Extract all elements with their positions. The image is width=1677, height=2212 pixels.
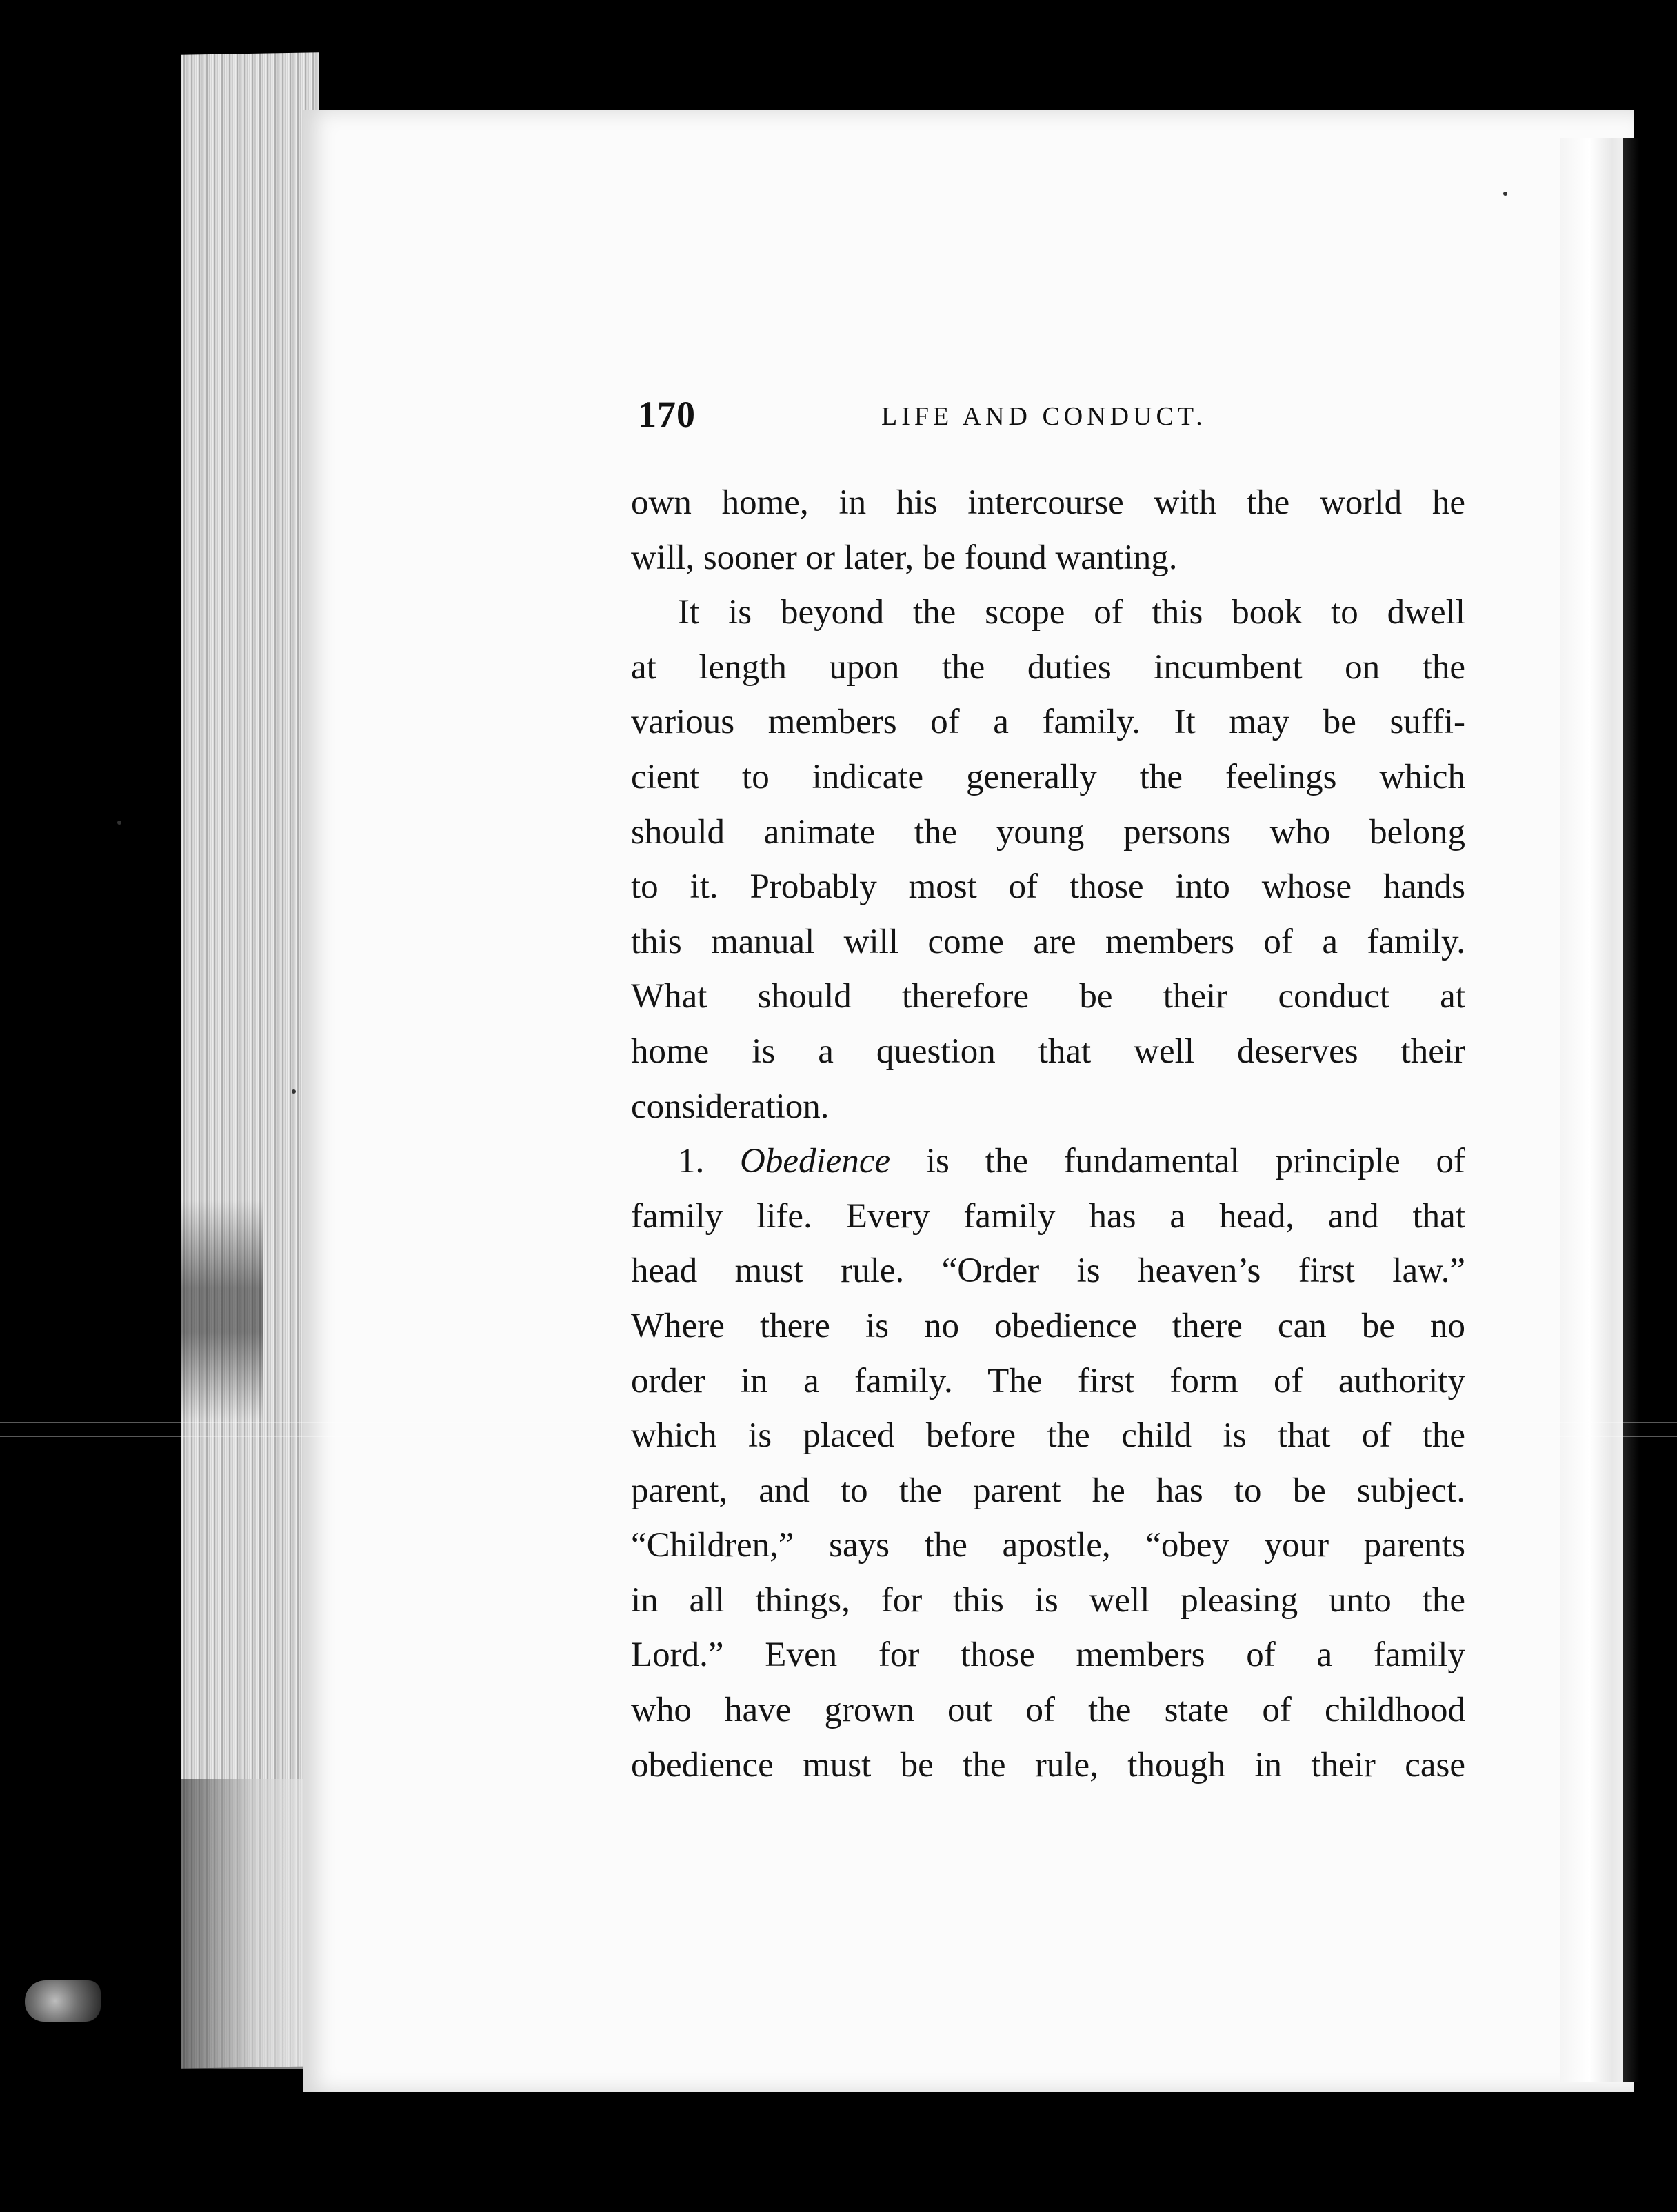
text-line: Where there is no obedience there can be no <box>631 1306 1465 1345</box>
page-edge-bottom-shadow <box>181 1779 319 2069</box>
text-line: who have grown out of the state of childhood <box>631 1691 1465 1730</box>
text-line: consideration. <box>631 1087 830 1126</box>
page-edge-shadow <box>181 1200 263 1420</box>
text-line: various members of a family. It may be suffi- <box>631 703 1465 742</box>
body-text <box>631 476 1465 1793</box>
text-line: which is placed before the child is that of the <box>631 1416 1465 1456</box>
text-line: own home, in his intercourse with the world he <box>631 483 1465 522</box>
page-number: 170 <box>638 394 696 435</box>
text-line: in all things, for this is well pleasing unto the <box>631 1580 1465 1620</box>
text-line: home is a question that well deserves their <box>631 1032 1465 1071</box>
speck <box>1503 192 1507 196</box>
text-line: obedience must be the rule, though in their case <box>631 1745 1465 1784</box>
text-line: is the fundamental principle of <box>925 1142 1466 1181</box>
text-line: It is beyond the scope of this book to dwell <box>678 593 1465 632</box>
text-line: Lord.” Even for those members of a family <box>631 1636 1465 1675</box>
text-line: order in a family. The first form of authority <box>631 1361 1465 1400</box>
text-line: What should therefore be their conduct at <box>631 977 1465 1016</box>
text-line: to it. Probably most of those into whose hands <box>631 867 1465 907</box>
text-line: “Children,” says the apostle, “obey your parents <box>631 1526 1465 1565</box>
section-first-line <box>631 1134 1465 1189</box>
text-line: head must rule. “Order is heaven’s first law.” <box>631 1251 1465 1291</box>
running-head: LIFE AND CONDUCT. <box>881 402 1207 431</box>
scan-artifact <box>25 1980 101 2022</box>
speck <box>292 1089 296 1094</box>
section-number: 1. <box>678 1142 705 1181</box>
section-term: Obedience <box>740 1142 891 1181</box>
text-line: at length upon the duties incumbent on the <box>631 647 1465 687</box>
speck <box>117 821 121 825</box>
text-line: will, sooner or later, be found wanting. <box>631 538 1178 577</box>
page-header <box>638 393 1465 441</box>
book-page-edges <box>181 52 319 2068</box>
text-line: should animate the young persons who belong <box>631 812 1465 852</box>
text-line: family life. Every family has a head, and that <box>631 1196 1465 1236</box>
text-line: parent, and to the parent he has to be subject. <box>631 1471 1465 1510</box>
text-line: cient to indicate generally the feelings which <box>631 757 1465 796</box>
gutter-shadow <box>1623 138 1651 2082</box>
text-line: this manual will come are members of a family. <box>631 922 1465 961</box>
